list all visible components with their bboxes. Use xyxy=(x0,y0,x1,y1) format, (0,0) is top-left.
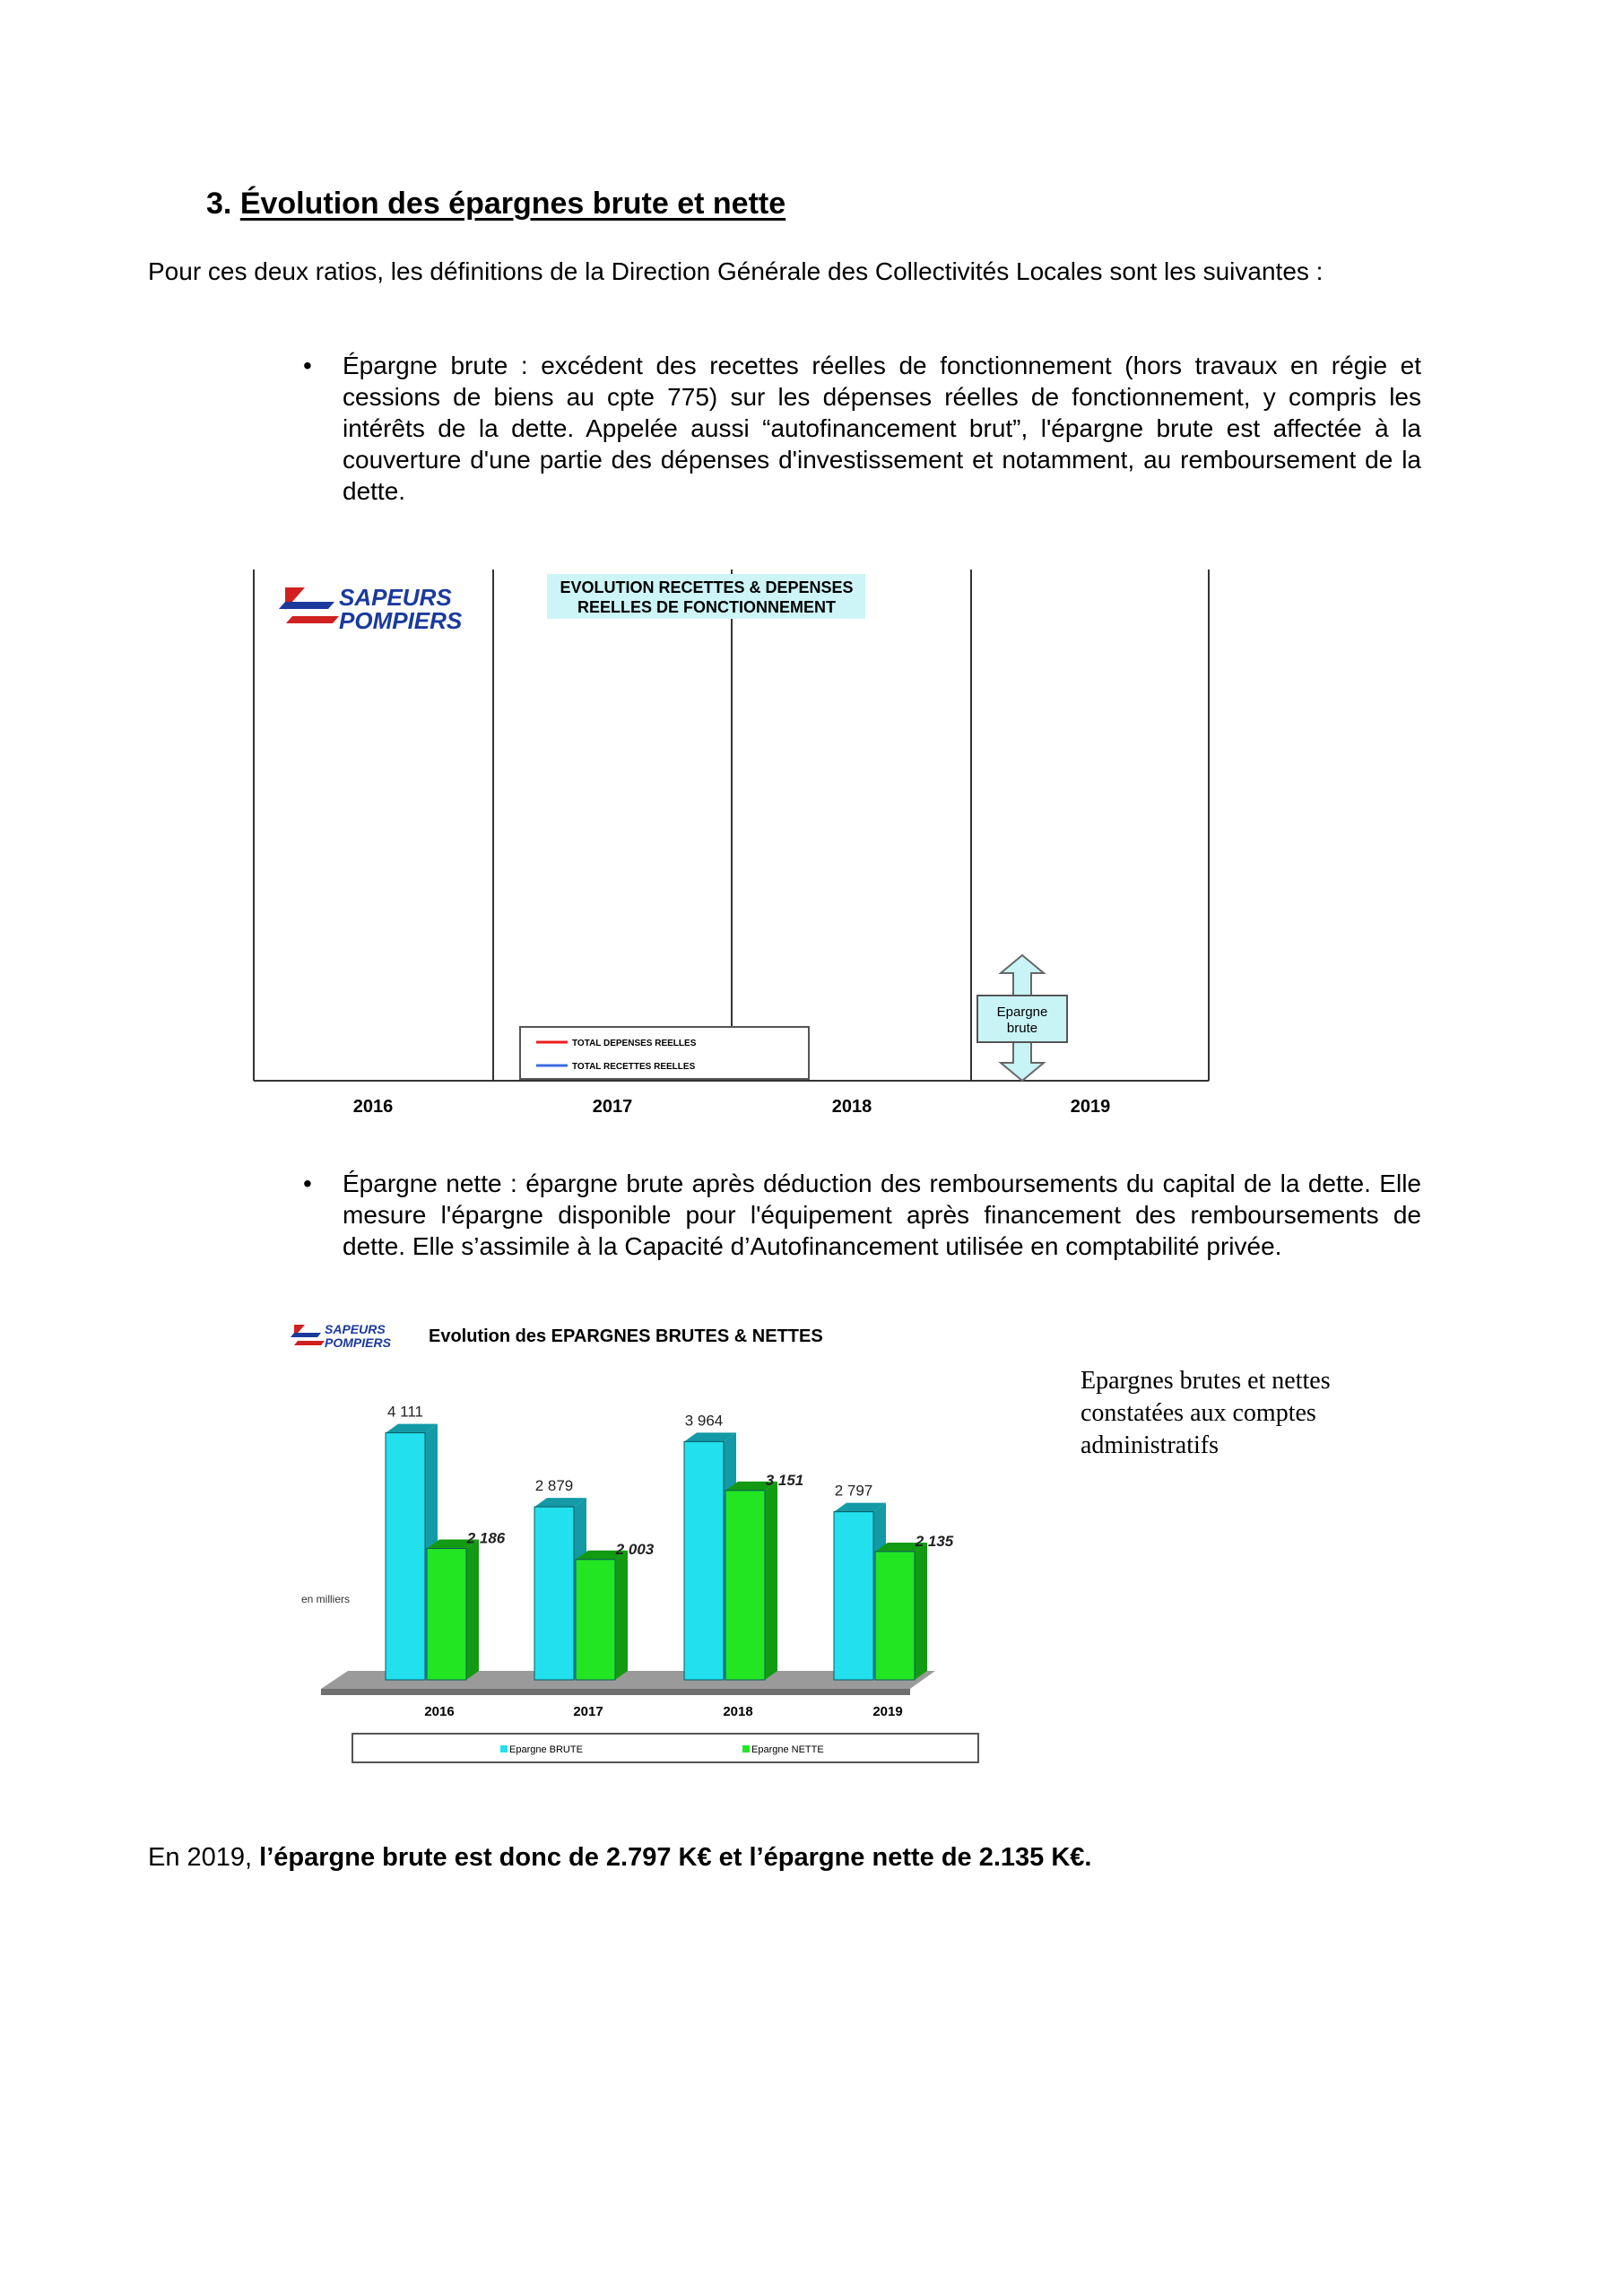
chart2-sidenote: Epargnes brutes et nettes constatées aux comptes administratifs xyxy=(1081,1367,1331,1459)
intro-paragraph: Pour ces deux ratios, les définitions de la Direction Générale des Collectivités Locales sont les suivantes : xyxy=(148,257,1324,285)
bar-side-nette-2018 xyxy=(765,1482,777,1680)
chart2-xtick-2016: 2016 xyxy=(424,1704,455,1719)
chart2-xtick-2019: 2019 xyxy=(872,1704,903,1719)
bullet-nette-text: Épargne nette : épargne brute après déduction des remboursements du capital de la dette. Elle mesure l'épargne disponible pour l'équipement après financement des remboursements de dette. Elle s’assimile à la Capacité d’Autofinancement utilisée en comptabilité privée. xyxy=(343,1170,1421,1260)
bullet-brute-text: Épargne brute : excédent des recettes réelles de fonctionnement (hors travaux en régie et cessions de biens au cpte 775) sur les dépenses réelles de fonctionnement, y compris les intérêts de la dette. Appelée aussi “autofinancement brut”, l'épargne brute est affectée à la couverture d'une partie des dépenses d'investissement et notamment, au remboursement de la dette. xyxy=(343,352,1421,505)
logo-line1: SAPEURS xyxy=(339,584,452,611)
chart1-xtick-2018: 2018 xyxy=(831,1097,872,1117)
bullet-icon: • xyxy=(303,1170,312,1197)
chart1-title-line1: EVOLUTION RECETTES & DEPENSES xyxy=(560,578,854,596)
legend-depenses: TOTAL DEPENSES REELLES xyxy=(572,1039,697,1048)
chart2-unit-label: en milliers xyxy=(301,1593,351,1605)
bar-label-nette-2018: 3 151 xyxy=(765,1471,804,1489)
bar-side-nette-2016 xyxy=(466,1540,479,1680)
chart1-title-line2: REELLES DE FONCTIONNEMENT xyxy=(577,598,837,616)
epargne-brute-label-2: brute xyxy=(1006,1021,1038,1036)
chart2-xtick-2018: 2018 xyxy=(723,1704,753,1719)
bar-brute-2018 xyxy=(684,1441,724,1680)
bullet-icon: • xyxy=(303,352,312,379)
section-heading xyxy=(206,187,785,222)
conclusion xyxy=(148,1843,1091,1873)
bar-nette-2016 xyxy=(427,1549,466,1680)
section-number: 3. xyxy=(206,187,232,221)
bar-label-nette-2017: 2 003 xyxy=(615,1540,655,1558)
logo-line2: POMPIERS xyxy=(339,607,463,634)
bar-label-nette-2016: 2 186 xyxy=(466,1529,506,1547)
chart2-legend xyxy=(352,1734,978,1762)
bar-nette-2019 xyxy=(875,1552,915,1680)
bullet-epargne-brute xyxy=(305,350,1421,507)
chart1-xtick-2017: 2017 xyxy=(592,1097,633,1117)
bar-label-nette-2019: 2 135 xyxy=(915,1532,954,1550)
epargne-brute-label-1: Epargne xyxy=(996,1004,1048,1020)
bar-nette-2018 xyxy=(725,1491,765,1680)
epargnes-bar-chart xyxy=(285,1314,1020,1789)
logo-small-line2: POMPIERS xyxy=(325,1335,391,1350)
bar-side-nette-2019 xyxy=(915,1543,927,1680)
bar-label-brute-2019: 2 797 xyxy=(834,1482,873,1500)
chart2-xtick-2017: 2017 xyxy=(573,1704,603,1719)
legend-brute: Epargne BRUTE xyxy=(509,1744,583,1755)
chart1-xtick-2016: 2016 xyxy=(352,1097,394,1117)
section-title: Évolution des épargnes brute et nette xyxy=(239,187,786,221)
conclusion-prefix: En 2019, xyxy=(148,1843,260,1872)
bar-brute-2017 xyxy=(534,1507,574,1680)
legend-nette: Epargne NETTE xyxy=(751,1744,824,1755)
chart2-title: Evolution des EPARGNES BRUTES & NETTES xyxy=(429,1326,823,1346)
bar-brute-2019 xyxy=(834,1512,873,1680)
bar-side-nette-2017 xyxy=(615,1551,628,1680)
chart1-xtick-2019: 2019 xyxy=(1070,1097,1111,1117)
bar-brute-2016 xyxy=(386,1433,425,1680)
bullet-epargne-nette xyxy=(305,1168,1421,1262)
bar-label-brute-2016: 4 111 xyxy=(386,1403,424,1421)
bar-nette-2017 xyxy=(576,1560,615,1680)
bar-label-brute-2018: 3 964 xyxy=(684,1412,724,1430)
legend-recettes: TOTAL RECETTES REELLES xyxy=(572,1062,696,1072)
recettes-depenses-chart xyxy=(249,561,1236,1135)
chart1-legend xyxy=(520,1027,809,1079)
chart2-floor-edge xyxy=(321,1689,910,1695)
conclusion-bold: l’épargne brute est donc de 2.797 K€ et l’épargne nette de 2.135 K€. xyxy=(259,1843,1092,1872)
bar-label-brute-2017: 2 879 xyxy=(534,1477,574,1495)
logo-small-line1: SAPEURS xyxy=(325,1322,386,1336)
